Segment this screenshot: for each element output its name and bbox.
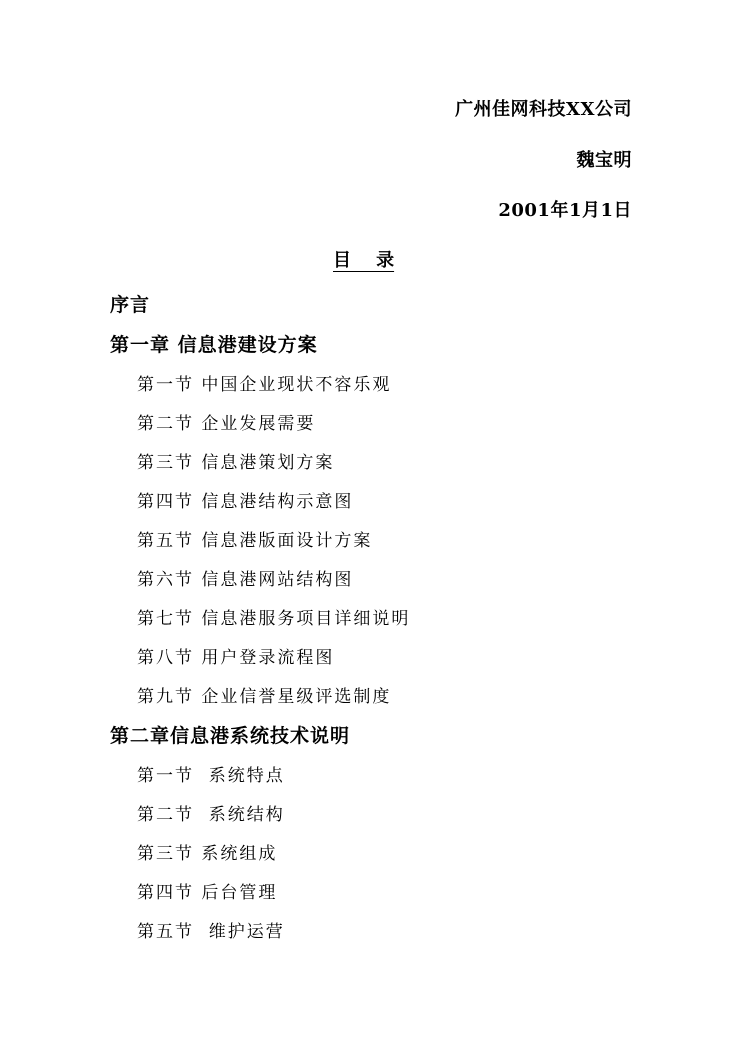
toc-ch1-section-5[interactable]: 第五节 信息港版面设计方案 [137,531,373,551]
author-name: 魏宝明 [576,150,632,171]
toc-title: 目 录 [333,250,395,271]
toc-ch1-section-8[interactable]: 第八节 用户登录流程图 [137,648,335,668]
toc-ch2-section-5[interactable]: 第五节 维护运营 [137,922,285,942]
toc-preface[interactable]: 序言 [110,294,151,316]
toc-ch1-section-3[interactable]: 第三节 信息港策划方案 [137,453,335,473]
toc-ch2-section-3[interactable]: 第三节 系统组成 [137,844,278,864]
toc-ch1-section-4[interactable]: 第四节 信息港结构示意图 [137,492,354,512]
toc-ch1-section-1[interactable]: 第一节 中国企业现状不容乐观 [137,375,392,395]
toc-ch1-section-9[interactable]: 第九节 企业信誉星级评选制度 [137,687,392,707]
toc-chapter-1[interactable]: 第一章 信息港建设方案 [110,334,318,356]
toc-chapter-2[interactable]: 第二章信息港系统技术说明 [110,725,351,747]
company-name: 广州佳网科技XX公司 [455,99,632,120]
document-date: 2001年1月1日 [498,200,632,221]
toc-ch2-section-2[interactable]: 第二节 系统结构 [137,805,285,825]
toc-ch2-section-4[interactable]: 第四节 后台管理 [137,883,278,903]
toc-ch1-section-7[interactable]: 第七节 信息港服务项目详细说明 [137,609,411,629]
toc-ch1-section-6[interactable]: 第六节 信息港网站结构图 [137,570,354,590]
toc-ch2-section-1[interactable]: 第一节 系统特点 [137,766,285,786]
toc-ch1-section-2[interactable]: 第二节 企业发展需要 [137,414,316,434]
